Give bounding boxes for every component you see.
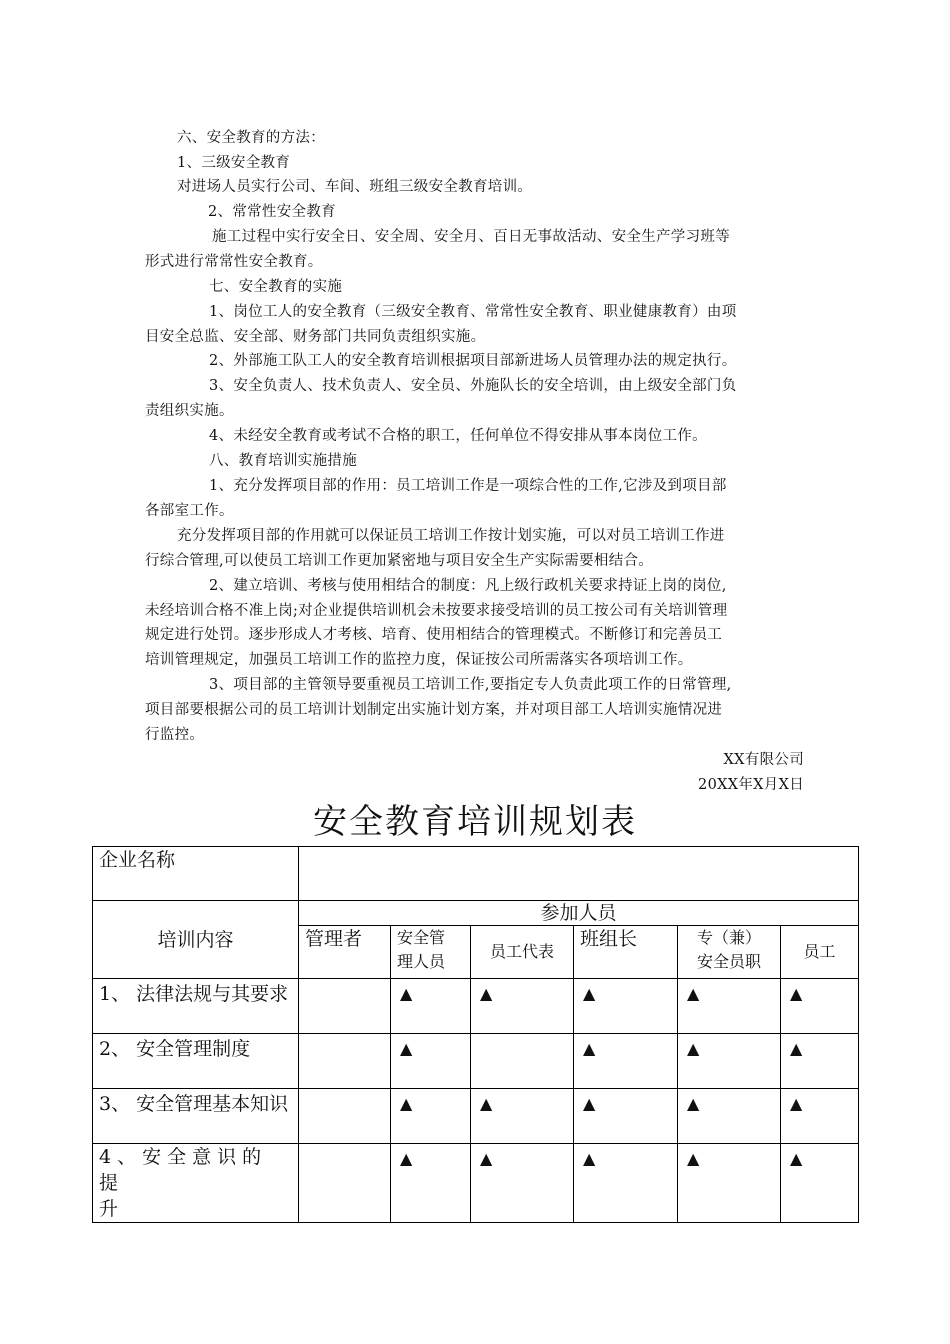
paragraph-line: 各部室工作。	[145, 503, 234, 519]
role-label: 班组长	[580, 928, 638, 950]
paragraph-line: 3、安全负责人、技术负责人、安全员、外施队长的安全培训，由上级安全部门负	[209, 378, 737, 394]
paragraph-line: 行监控。	[145, 727, 205, 743]
mark-cell	[471, 1034, 574, 1089]
mark-cell: ▲	[781, 1144, 859, 1223]
role-header	[391, 926, 471, 979]
paragraph-line: 项目部要根据公司的员工培训计划制定出实施计划方案，并对项目部工人培训实施情况进	[145, 702, 723, 718]
training-content-line: 升	[99, 1198, 119, 1220]
paragraph-line: 2、外部施工队工人的安全教育培训根据项目部新进场人员管理办法的规定执行。	[209, 353, 737, 369]
mark-cell: ▲	[781, 1089, 859, 1144]
paragraph-line: 2、常常性安全教育	[208, 204, 336, 220]
paragraph-line: 规定进行处罚。逐步形成人才考核、培育、使用相结合的管理模式。不断修订和完善员工	[145, 627, 723, 643]
heading-methods: 六、安全教育的方法：	[177, 130, 325, 146]
paragraph-line: 责组织实施。	[145, 403, 234, 419]
company-name-label: 企业名称	[93, 847, 299, 901]
paragraph-line: 1、岗位工人的安全教育（三级安全教育、常常性安全教育、职业健康教育）由项	[209, 304, 737, 320]
training-content-cell	[93, 1144, 299, 1223]
paragraph-line: 4、未经安全教育或考试不合格的职工，任何单位不得安排从事本岗位工作。	[209, 428, 707, 444]
mark-cell	[299, 1144, 391, 1223]
role-label: 安全管	[397, 928, 446, 947]
mark-cell: ▲	[391, 1089, 471, 1144]
role-label: 员工代表	[489, 942, 554, 961]
paragraph-line: 未经培训合格不准上岗;对企业提供培训机会未按要求接受培训的员工按公司有关培训管理	[145, 603, 728, 619]
mark-cell: ▲	[574, 1144, 678, 1223]
training-plan-table	[92, 846, 859, 1223]
paragraph-line: 对进场人员实行公司、车间、班组三级安全教育培训。	[177, 179, 533, 195]
role-header	[299, 926, 391, 979]
role-label: 专（兼）	[696, 928, 761, 947]
training-content-line: 4、安全意识的提	[99, 1146, 268, 1194]
mark-cell: ▲	[678, 1034, 781, 1089]
plan-table-title: 安全教育培训规划表	[313, 802, 637, 842]
mark-cell: ▲	[781, 979, 859, 1034]
training-content-cell: 2、 安全管理制度	[93, 1034, 299, 1089]
mark-cell: ▲	[471, 979, 574, 1034]
mark-cell: ▲	[678, 979, 781, 1034]
paragraph-line: 3、项目部的主管领导要重视员工培训工作,要指定专人负责此项工作的日常管理,	[209, 677, 732, 693]
training-content-header: 培训内容	[93, 901, 299, 979]
mark-cell: ▲	[678, 1089, 781, 1144]
role-label: 理人员	[397, 952, 446, 971]
table-row	[93, 1089, 859, 1144]
paragraph-line: 2、建立培训、考核与使用相结合的制度：凡上级行政机关要求持证上岗的岗位,	[209, 578, 727, 594]
mark-cell: ▲	[574, 1089, 678, 1144]
mark-cell	[299, 1089, 391, 1144]
heading-implementation: 七、安全教育的实施	[209, 279, 343, 295]
training-content-cell: 3、 安全管理基本知识	[93, 1089, 299, 1144]
role-header	[678, 926, 781, 979]
table-row	[93, 847, 859, 901]
role-header	[471, 926, 574, 979]
signature-company: XX有限公司	[723, 752, 804, 768]
mark-cell: ▲	[574, 979, 678, 1034]
paragraph-line: 施工过程中实行安全日、安全周、安全月、百日无事故活动、安全生产学习班等	[212, 229, 730, 245]
mark-cell: ▲	[781, 1034, 859, 1089]
mark-cell: ▲	[391, 1144, 471, 1223]
paragraph-line: 充分发挥项目部的作用就可以保证员工培训工作按计划实施，可以对员工培训工作进	[177, 528, 725, 544]
table-row	[93, 1144, 859, 1223]
table-header-row	[93, 901, 859, 926]
role-label: 安全员职	[696, 952, 761, 971]
paragraph-line: 1、三级安全教育	[177, 155, 291, 171]
table-row	[93, 1034, 859, 1089]
mark-cell	[299, 1034, 391, 1089]
mark-cell: ▲	[471, 1089, 574, 1144]
role-label: 员工	[803, 942, 836, 961]
paragraph-line: 形式进行常常性安全教育。	[145, 254, 323, 270]
mark-cell: ▲	[391, 979, 471, 1034]
mark-cell	[299, 979, 391, 1034]
paragraph-line: 行综合管理,可以使员工培训工作更加紧密地与项目安全生产实际需要相结合。	[145, 553, 654, 569]
paragraph-line: 目安全总监、安全部、财务部门共同负责组织实施。	[145, 329, 486, 345]
table-row	[93, 979, 859, 1034]
heading-measures: 八、教育培训实施措施	[209, 453, 357, 469]
training-content-cell: 1、 法律法规与其要求	[93, 979, 299, 1034]
mark-cell: ▲	[574, 1034, 678, 1089]
paragraph-line: 1、充分发挥项目部的作用：员工培训工作是一项综合性的工作,它涉及到项目部	[209, 478, 727, 494]
role-header	[574, 926, 678, 979]
paragraph-line: 培训管理规定，加强员工培训工作的监控力度，保证按公司所需落实各项培训工作。	[145, 652, 693, 668]
mark-cell: ▲	[678, 1144, 781, 1223]
role-label: 管理者	[305, 928, 363, 950]
role-header	[781, 926, 859, 979]
signature-date: 20XX年X月X日	[698, 777, 804, 793]
participants-header: 参加人员	[299, 901, 859, 926]
mark-cell: ▲	[391, 1034, 471, 1089]
mark-cell: ▲	[471, 1144, 574, 1223]
company-name-value	[299, 847, 859, 901]
